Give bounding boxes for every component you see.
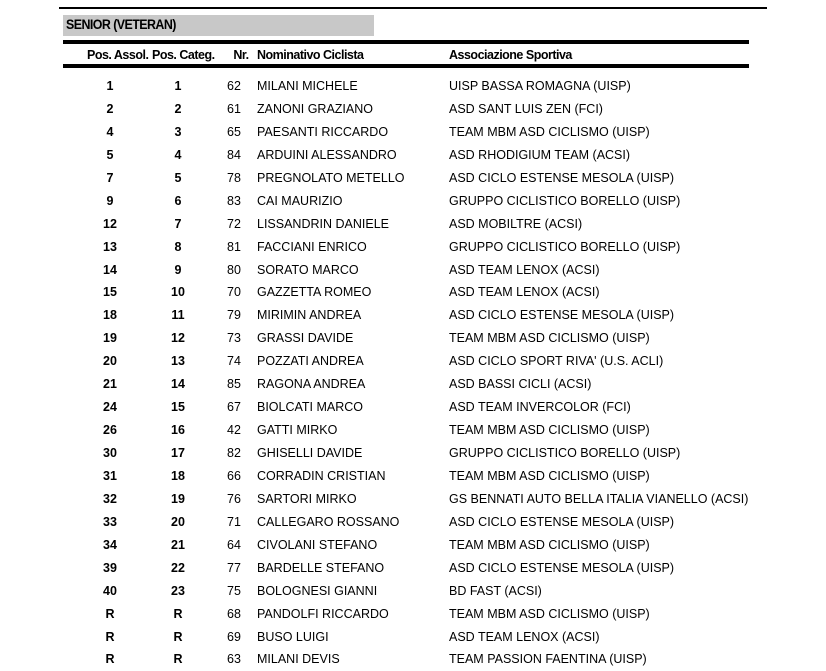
pos-assol-cell: 9 <box>106 193 114 208</box>
pos-categ-cell: 14 <box>171 377 185 392</box>
header-nr: Nr. <box>233 48 249 62</box>
table-row <box>0 121 826 144</box>
pos-assol-cell: 13 <box>103 239 117 254</box>
pos-assol-cell: 7 <box>106 170 114 185</box>
pos-assol-cell: R <box>105 652 115 667</box>
table-row <box>0 259 826 282</box>
bib-number-cell: 77 <box>227 560 241 575</box>
table-row <box>0 304 826 327</box>
pos-assol-cell: 24 <box>103 400 117 415</box>
table-row <box>0 373 826 396</box>
table-row <box>0 75 826 98</box>
pos-categ-cell: R <box>173 629 183 644</box>
rider-name-cell: PANDOLFI RICCARDO <box>257 606 389 621</box>
team-cell: TEAM MBM ASD CICLISMO (UISP) <box>449 331 650 346</box>
rider-name-cell: GHISELLI DAVIDE <box>257 446 363 460</box>
pos-categ-cell: 13 <box>171 354 185 369</box>
table-row <box>0 236 826 259</box>
pos-assol-cell: 1 <box>106 79 114 93</box>
header-pos-categ: Pos. Categ. <box>152 48 215 62</box>
table-row <box>0 327 826 350</box>
pos-assol-cell: 2 <box>106 101 114 116</box>
pos-assol-cell: 33 <box>103 514 117 529</box>
team-cell: ASD TEAM LENOX (ACSI) <box>449 262 600 277</box>
table-row <box>0 167 826 190</box>
team-cell: ASD TEAM LENOX (ACSI) <box>449 285 600 300</box>
pos-categ-cell: 4 <box>174 147 182 162</box>
table-row <box>0 144 826 167</box>
team-cell: ASD CICLO ESTENSE MESOLA (UISP) <box>449 514 675 529</box>
pos-categ-cell: 1 <box>174 79 182 93</box>
category-title: SENIOR (VETERAN) <box>66 17 176 32</box>
team-cell: GRUPPO CICLISTICO BORELLO (UISP) <box>449 446 681 460</box>
table-row <box>0 350 826 373</box>
bib-number-cell: 68 <box>227 606 241 621</box>
header-rule-top <box>63 40 749 44</box>
team-cell: BD FAST (ACSI) <box>449 583 542 598</box>
rider-name-cell: CORRADIN CRISTIAN <box>257 468 386 483</box>
bib-number-cell: 42 <box>227 423 241 438</box>
rider-name-cell: MIRIMIN ANDREA <box>257 308 362 323</box>
team-cell: ASD SANT LUIS ZEN (FCI) <box>449 101 603 116</box>
pos-assol-cell: 20 <box>103 354 117 369</box>
team-cell: ASD BASSI CICLI (ACSI) <box>449 377 592 392</box>
pos-categ-cell: R <box>173 652 183 667</box>
results-table <box>0 75 826 671</box>
pos-assol-cell: 39 <box>103 560 117 575</box>
pos-categ-cell: 17 <box>171 446 185 460</box>
pos-categ-cell: 16 <box>171 423 185 438</box>
pos-assol-cell: 5 <box>106 147 114 162</box>
rider-name-cell: SARTORI MIRKO <box>257 491 357 506</box>
bib-number-cell: 84 <box>227 147 241 162</box>
rider-name-cell: POZZATI ANDREA <box>257 354 364 369</box>
rider-name-cell: RAGONA ANDREA <box>257 377 366 392</box>
rider-name-cell: FACCIANI ENRICO <box>257 239 367 254</box>
header-associazione: Associazione Sportiva <box>449 48 572 62</box>
pos-assol-cell: 40 <box>103 583 117 598</box>
table-row <box>0 465 826 488</box>
pos-assol-cell: R <box>105 606 115 621</box>
rider-name-cell: CAI MAURIZIO <box>257 193 343 208</box>
pos-categ-cell: 9 <box>174 262 182 277</box>
team-cell: GS BENNATI AUTO BELLA ITALIA VIANELLO (ACSI) <box>449 491 749 506</box>
team-cell: UISP BASSA ROMAGNA (UISP) <box>449 79 631 93</box>
table-row <box>0 557 826 580</box>
rider-name-cell: ARDUINI ALESSANDRO <box>257 147 397 162</box>
rider-name-cell: GRASSI DAVIDE <box>257 331 354 346</box>
pos-categ-cell: 23 <box>171 583 185 598</box>
bib-number-cell: 76 <box>227 491 241 506</box>
top-rule <box>59 7 767 9</box>
bib-number-cell: 66 <box>227 468 241 483</box>
pos-categ-cell: 10 <box>171 285 185 300</box>
bib-number-cell: 63 <box>227 652 241 667</box>
rider-name-cell: MILANI MICHELE <box>257 79 358 93</box>
bib-number-cell: 70 <box>227 285 241 300</box>
rider-name-cell: GATTI MIRKO <box>257 423 338 438</box>
pos-assol-cell: 4 <box>106 124 114 139</box>
team-cell: ASD TEAM LENOX (ACSI) <box>449 629 600 644</box>
team-cell: ASD CICLO ESTENSE MESOLA (UISP) <box>449 308 675 323</box>
pos-categ-cell: 21 <box>171 537 185 552</box>
rider-name-cell: CALLEGARO ROSSANO <box>257 514 400 529</box>
bib-number-cell: 85 <box>227 377 241 392</box>
table-row <box>0 648 826 671</box>
table-row <box>0 603 826 626</box>
bib-number-cell: 61 <box>227 101 241 116</box>
bib-number-cell: 79 <box>227 308 241 323</box>
bib-number-cell: 65 <box>227 124 241 139</box>
pos-categ-cell: R <box>173 606 183 621</box>
bib-number-cell: 69 <box>227 629 241 644</box>
rider-name-cell: PAESANTI RICCARDO <box>257 124 389 139</box>
team-cell: TEAM MBM ASD CICLISMO (UISP) <box>449 606 650 621</box>
rider-name-cell: BOLOGNESI GIANNI <box>257 583 378 598</box>
bib-number-cell: 62 <box>227 79 241 93</box>
pos-categ-cell: 5 <box>174 170 182 185</box>
pos-assol-cell: 14 <box>103 262 117 277</box>
header-pos-assol: Pos. Assol. <box>87 48 149 62</box>
pos-assol-cell: 18 <box>103 308 117 323</box>
table-row <box>0 419 826 442</box>
pos-assol-cell: 30 <box>103 446 117 460</box>
table-row <box>0 488 826 511</box>
rider-name-cell: GAZZETTA ROMEO <box>257 285 372 300</box>
pos-categ-cell: 18 <box>171 468 185 483</box>
header-rule-bottom <box>63 64 749 68</box>
bib-number-cell: 82 <box>227 446 241 460</box>
team-cell: TEAM MBM ASD CICLISMO (UISP) <box>449 537 650 552</box>
team-cell: ASD CICLO ESTENSE MESOLA (UISP) <box>449 170 675 185</box>
rider-name-cell: BUSO LUIGI <box>257 629 329 644</box>
team-cell: ASD MOBILTRE (ACSI) <box>449 216 583 231</box>
rider-name-cell: PREGNOLATO METELLO <box>257 170 405 185</box>
pos-categ-cell: 11 <box>171 308 185 323</box>
table-row <box>0 626 826 649</box>
bib-number-cell: 75 <box>227 583 241 598</box>
pos-categ-cell: 15 <box>171 400 185 415</box>
bib-number-cell: 78 <box>227 170 241 185</box>
bib-number-cell: 72 <box>227 216 241 231</box>
pos-assol-cell: R <box>105 629 115 644</box>
table-row <box>0 534 826 557</box>
pos-categ-cell: 22 <box>171 560 185 575</box>
bib-number-cell: 67 <box>227 400 241 415</box>
pos-categ-cell: 2 <box>174 101 182 116</box>
bib-number-cell: 83 <box>227 193 241 208</box>
team-cell: ASD RHODIGIUM TEAM (ACSI) <box>449 147 631 162</box>
table-row <box>0 396 826 419</box>
header-nominativo: Nominativo Ciclista <box>257 48 364 62</box>
bib-number-cell: 80 <box>227 262 241 277</box>
rider-name-cell: SORATO MARCO <box>257 262 359 277</box>
pos-assol-cell: 12 <box>103 216 117 231</box>
rider-name-cell: CIVOLANI STEFANO <box>257 537 378 552</box>
rider-name-cell: ZANONI GRAZIANO <box>257 101 373 116</box>
table-row <box>0 98 826 121</box>
team-cell: GRUPPO CICLISTICO BORELLO (UISP) <box>449 239 681 254</box>
pos-assol-cell: 32 <box>103 491 117 506</box>
team-cell: TEAM MBM ASD CICLISMO (UISP) <box>449 468 650 483</box>
pos-assol-cell: 26 <box>103 423 117 438</box>
rider-name-cell: BIOLCATI MARCO <box>257 400 364 415</box>
pos-categ-cell: 3 <box>174 124 182 139</box>
table-row <box>0 213 826 236</box>
table-row <box>0 580 826 603</box>
bib-number-cell: 81 <box>227 239 241 254</box>
rider-name-cell: BARDELLE STEFANO <box>257 560 385 575</box>
table-row <box>0 190 826 213</box>
pos-assol-cell: 31 <box>103 468 117 483</box>
team-cell: GRUPPO CICLISTICO BORELLO (UISP) <box>449 193 681 208</box>
pos-assol-cell: 21 <box>103 377 117 392</box>
pos-assol-cell: 15 <box>103 285 117 300</box>
team-cell: ASD CICLO SPORT RIVA' (U.S. ACLI) <box>449 354 664 369</box>
table-row <box>0 281 826 304</box>
pos-categ-cell: 19 <box>171 491 185 506</box>
bib-number-cell: 71 <box>227 514 241 529</box>
pos-categ-cell: 6 <box>174 193 182 208</box>
bib-number-cell: 74 <box>227 354 241 369</box>
pos-assol-cell: 19 <box>103 331 117 346</box>
rider-name-cell: LISSANDRIN DANIELE <box>257 216 389 231</box>
table-row <box>0 511 826 534</box>
bib-number-cell: 64 <box>227 537 241 552</box>
pos-categ-cell: 20 <box>171 514 185 529</box>
team-cell: TEAM MBM ASD CICLISMO (UISP) <box>449 423 650 438</box>
pos-assol-cell: 34 <box>103 537 117 552</box>
team-cell: ASD CICLO ESTENSE MESOLA (UISP) <box>449 560 675 575</box>
team-cell: TEAM PASSION FAENTINA (UISP) <box>449 652 647 667</box>
team-cell: TEAM MBM ASD CICLISMO (UISP) <box>449 124 650 139</box>
pos-categ-cell: 7 <box>174 216 182 231</box>
pos-categ-cell: 12 <box>171 331 185 346</box>
pos-categ-cell: 8 <box>174 239 182 254</box>
bib-number-cell: 73 <box>227 331 241 346</box>
team-cell: ASD TEAM INVERCOLOR (FCI) <box>449 400 631 415</box>
rider-name-cell: MILANI DEVIS <box>257 652 340 667</box>
table-row <box>0 442 826 465</box>
